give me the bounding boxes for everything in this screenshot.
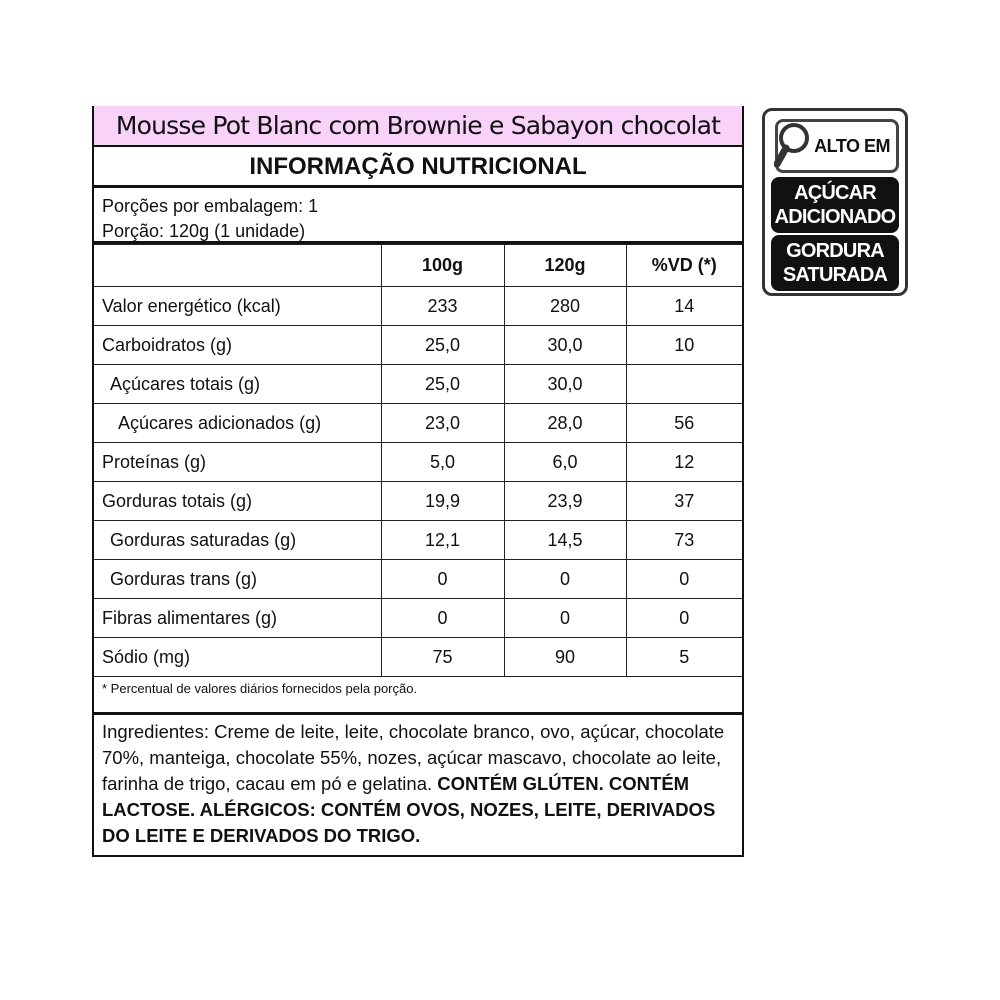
table-row [94, 404, 742, 443]
alto-em-box [775, 119, 899, 173]
nutrition-table [94, 244, 742, 677]
nutrient-value: 30,0 [504, 326, 626, 365]
column-header: 120g [504, 245, 626, 287]
magnifier-icon [774, 120, 814, 170]
nutrition-label [92, 106, 744, 857]
nutrient-value: 19,9 [381, 482, 504, 521]
nutrient-name: Sódio (mg) [94, 638, 381, 677]
nutrient-value: 0 [626, 560, 742, 599]
nutrient-name: Gorduras saturadas (g) [94, 521, 381, 560]
nutrient-value: 73 [626, 521, 742, 560]
nutrient-value: 30,0 [504, 365, 626, 404]
nutrient-value: 280 [504, 287, 626, 326]
table-header-row [94, 245, 742, 287]
table-row [94, 365, 742, 404]
footnote: * Percentual de valores diários fornecidos pela porção. [94, 677, 742, 715]
warning-line: SATURADA [782, 264, 888, 286]
nutrient-value: 37 [626, 482, 742, 521]
nutrient-name: Gorduras trans (g) [94, 560, 381, 599]
table-row [94, 521, 742, 560]
column-header: 100g [381, 245, 504, 287]
nutrient-value: 5,0 [381, 443, 504, 482]
allergens-text: CONTÉM GLÚTEN. CONTÉM LACTOSE. ALÉRGICOS: CONTÉM OVOS, NOZES, LEITE, DERIVADOS DO LEITE E DERIVADOS DO TRIGO. [102, 773, 716, 846]
nutrient-value: 233 [381, 287, 504, 326]
warning-line: GORDURA [786, 240, 884, 262]
nutrient-name: Proteínas (g) [94, 443, 381, 482]
nutrient-value: 12 [626, 443, 742, 482]
nutrient-value: 0 [504, 560, 626, 599]
table-row [94, 482, 742, 521]
nutrient-value: 23,9 [504, 482, 626, 521]
portions-per-package: Porções por embalagem: 1 [102, 196, 319, 216]
nutrient-value: 14 [626, 287, 742, 326]
nutrient-value: 12,1 [381, 521, 504, 560]
nutrient-value: 6,0 [504, 443, 626, 482]
table-row [94, 599, 742, 638]
table-row [94, 560, 742, 599]
alto-em-text: ALTO EM [814, 136, 890, 156]
nutrient-name: Gorduras totais (g) [94, 482, 381, 521]
warning-line: AÇÚCAR [794, 182, 876, 204]
nutrient-value: 90 [504, 638, 626, 677]
nutrient-name: Valor energético (kcal) [94, 287, 381, 326]
warning-added-sugar [771, 177, 899, 233]
nutrient-value: 25,0 [381, 326, 504, 365]
warning-line: ADICIONADO [774, 206, 896, 228]
nutrient-name: Fibras alimentares (g) [94, 599, 381, 638]
warning-saturated-fat [771, 235, 899, 291]
nutrient-value: 75 [381, 638, 504, 677]
product-title: Mousse Pot Blanc com Brownie e Sabayon chocolat [94, 106, 742, 147]
table-row [94, 287, 742, 326]
ingredients-text: Ingredientes: Creme de leite, leite, chocolate branco, ovo, açúcar, chocolate 70%, manteiga, chocolate 55%, nozes, açúcar mascavo, chocolate ao leite, farinha de trigo, cacau em pó e gelatina. [102, 721, 725, 794]
nutrient-value: 5 [626, 638, 742, 677]
nutrient-value: 23,0 [381, 404, 504, 443]
nutrient-name: Carboidratos (g) [94, 326, 381, 365]
nutrient-value: 14,5 [504, 521, 626, 560]
nutrient-value [626, 365, 742, 404]
portion-size: Porção: 120g (1 unidade) [102, 221, 306, 241]
nutrient-name: Açúcares totais (g) [94, 365, 381, 404]
ingredients [94, 715, 742, 855]
nutrient-value: 25,0 [381, 365, 504, 404]
table-row [94, 443, 742, 482]
nutrient-value: 0 [626, 599, 742, 638]
front-warning-label [762, 108, 908, 296]
column-header [94, 245, 381, 287]
column-header: %VD (*) [626, 245, 742, 287]
nutrient-value: 0 [381, 599, 504, 638]
portions-info [94, 188, 742, 244]
nutrient-value: 56 [626, 404, 742, 443]
nutrient-value: 0 [504, 599, 626, 638]
nutrient-value: 10 [626, 326, 742, 365]
nutrient-value: 0 [381, 560, 504, 599]
nutrition-header: INFORMAÇÃO NUTRICIONAL [94, 147, 742, 188]
nutrient-value: 28,0 [504, 404, 626, 443]
nutrient-name: Açúcares adicionados (g) [94, 404, 381, 443]
table-row [94, 326, 742, 365]
table-row [94, 638, 742, 677]
